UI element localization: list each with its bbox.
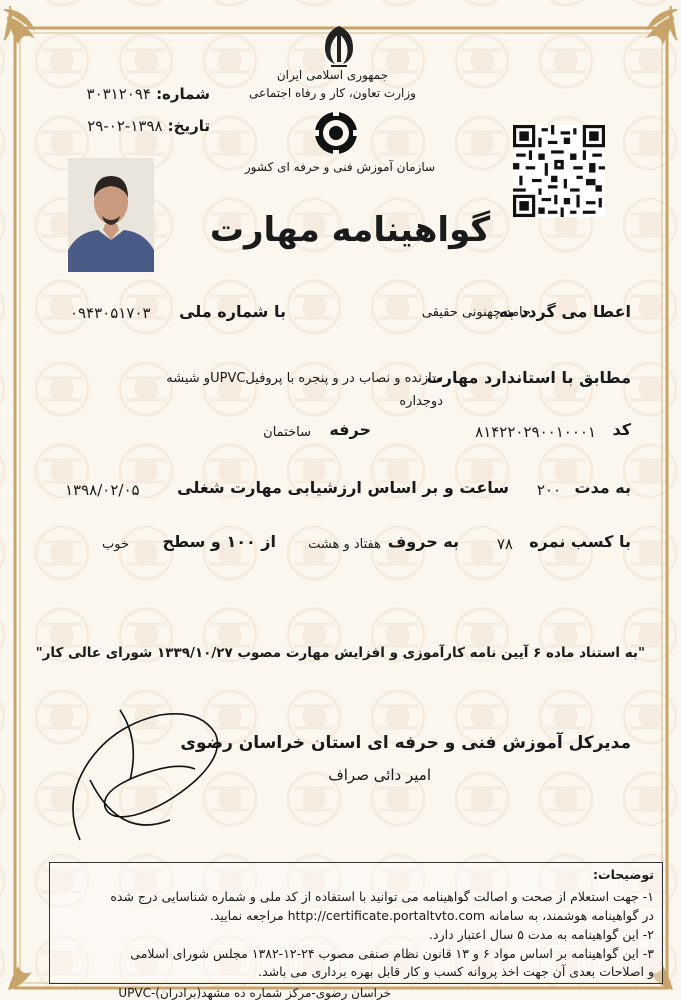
tvto-logo-icon — [306, 108, 366, 158]
trade-label: حرفه — [329, 420, 371, 439]
holder-photo — [68, 158, 154, 272]
certificate-title: گواهینامه مهارت — [209, 210, 491, 250]
code-label: کد — [612, 420, 631, 439]
out-of-label: از ۱۰۰ و سطح — [162, 532, 276, 551]
holder-name: حامد چهنونی حقیقی — [421, 305, 531, 320]
trade-value: ساختمان — [263, 425, 311, 440]
header-ministry: وزارت تعاون، کار و رفاه اجتماعی — [249, 86, 416, 100]
date-value: ۱۳۹۸-۰۲-۲۹ — [87, 117, 163, 135]
note-line-3: ۲- این گواهینامه به مدت ۵ سال اعتبار دارد. — [429, 927, 654, 942]
assessment-date: ۱۳۹۸/۰۲/۰۵ — [65, 481, 140, 499]
signatory-name: امیر دائی صراف — [328, 766, 431, 784]
level-value: خوب — [102, 537, 129, 552]
handwritten-signature — [60, 700, 230, 850]
signatory-title: مدیرکل آموزش فنی و حرفه ای استان خراسان رضوی — [180, 733, 631, 753]
number-value: ۳۰۳۱۲۰۹۴ — [86, 85, 151, 103]
notes-heading: توضیحات: — [593, 867, 654, 882]
letters-value: هفتاد و هشت — [308, 537, 381, 552]
standard-line-2: دوجداره — [399, 394, 443, 409]
iran-emblem-icon — [317, 22, 361, 68]
national-id-value: ۰۹۴۳۰۵۱۷۰۳ — [70, 304, 151, 322]
national-id-label: با شماره ملی — [179, 302, 286, 321]
code-value: ۸۱۴۲۲۰۲۹۰۰۱۰۰۰۱ — [475, 423, 596, 441]
duration-value: ۲۰۰ — [536, 481, 561, 499]
standard-label: مطابق با استاندارد مهارت — [426, 368, 631, 387]
notes-box — [49, 862, 663, 984]
note-line-4: ۳- این گواهینامه بر اساس مواد ۶ و ۱۳ قانون نظام صنفی مصوب ۲۴-۱۲-۱۳۸۲ مجلس شورای اسلامی — [130, 946, 654, 961]
duration-label: به مدت — [574, 478, 631, 497]
score-value: ۷۸ — [496, 535, 513, 553]
certificate-date — [60, 116, 210, 135]
certificate-number — [60, 84, 210, 103]
score-label: با کسب نمره — [529, 532, 631, 551]
date-label: تاریخ: — [167, 117, 210, 135]
letters-label: به حروف — [387, 532, 459, 551]
awarded-label: اعطا می گردد به — [498, 302, 631, 321]
qr-code-icon — [513, 125, 605, 217]
assessment-label: ساعت و بر اساس ارزشیابی مهارت شغلی — [177, 478, 509, 497]
number-label: شماره: — [156, 85, 210, 103]
legal-basis: "به استناد ماده ۶ آیین نامه کارآموزی و افزایش مهارت مصوب ۱۳۳۹/۱۰/۲۷ شورای عالی کار" — [35, 645, 645, 661]
footer-center: خراسان رضوی-مرکز شماره ده مشهد(برادران)-UPVC — [118, 986, 391, 1000]
header-organization: سازمان آموزش فنی و حرفه ای کشور — [244, 160, 436, 174]
note-line-2: در گواهینامه هوشمند، به سامانه http://certificate.portaltvto.com مراجعه نمایید. — [209, 908, 654, 923]
note-line-5: و اصلاحات بعدی آن جهت اخذ پروانه کسب و کار قابل بهره برداری می باشد. — [258, 964, 654, 979]
header-country: جمهوری اسلامی ایران — [276, 68, 389, 82]
standard-line-1: سازنده و نصاب در و پنجره با پروفیلUPVCو شیشه — [166, 371, 443, 386]
note-line-1: ۱- جهت استعلام از صحت و اصالت گواهینامه می توانید با استفاده از کد ملی و شماره شناسایی درج شده — [110, 889, 654, 904]
